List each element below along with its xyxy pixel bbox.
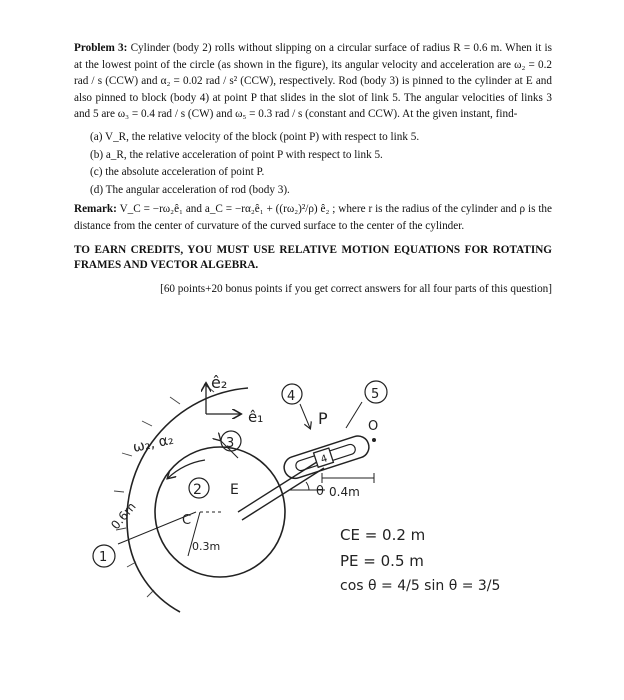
body-3-label: 3 [226,436,235,451]
ce-given: CE = 0.2 m [340,526,426,544]
curved-surface [127,388,248,612]
part-a: (a) V_R, the relative velocity of the block (point P) with respect to link 5. [90,130,420,143]
part-c: (c) the absolute acceleration of point P. [90,166,265,179]
part-d: (d) The angular acceleration of rod (body 3). [90,183,290,196]
body-4-label: 4 [287,389,296,404]
w2-a2-label: ω₂, α₂ [131,431,176,456]
point-P-label: P [318,409,328,428]
problem-heading: Problem 3: [74,42,128,54]
e2-label: ê₂ [211,373,228,392]
point-C-label: C [182,513,192,528]
body-2-label: 2 [193,482,202,498]
body-5-label: 5 [371,387,380,402]
point-O-label: O [368,419,379,434]
part-b: (b) a_R, the relative acceleration of point P with respect to link 5. [90,148,383,161]
theta-arc [306,482,309,490]
problem-body: Cylinder (body 2) rolls without slipping on a circular surface of radius R = 0.6 m. When it is at the lowest point of the circle (as shown in the figure), its angular velocity and acceleration are ω₂ = 0.2 rad / s (CCW) and α₂ = 0.02 rad / s² (CCW), respectively. Rod (body 3) is pinned to the cylinder at E and also pinned to block (body 4) at point P that slides in the slot of link 5. The angular velocities of links 3 and 5 are ω₃ = 0.4 rad / s (CW) and ω₅ = 0.3 rad / s (constant and CCW). At the given instant, find- [74,42,552,121]
rod-3-edge-b [242,468,324,520]
point-E-label: E [230,482,239,498]
radius-small-label: 0.3m [192,540,221,553]
block-4-label: 4 [319,453,330,466]
points-note: [60 points+20 bonus points if you get correct answers for all four parts of this question] [160,282,552,295]
remark-label: Remark: [74,203,117,216]
e1-label: ê₁ [248,408,264,426]
remark-text: V_C = −rω₂ê₁ and a_C = −rα₂ê₁ + ((rω₂)²/ρ) ê₂ ; where r is the radius of the cylinder and ρ is the distance from the center of curvature of the curved surface to the center of the cylinder. [74,203,552,232]
pivot-O-dot [372,438,376,442]
earn-credits-note: TO EARN CREDITS, YOU MUST USE RELATIVE MOTION EQUATIONS FOR ROTATING FRAMES AND VECTOR ALGEBRA. [74,243,552,272]
link-5 [281,433,371,481]
trig-given: cos θ = 4/5 sin θ = 3/5 [340,578,501,594]
radius-big-label: 0.6m [108,499,139,533]
omega2-arc [168,460,205,478]
body4-pointer [300,404,310,428]
dim-0.4-label: 0.4m [329,485,360,499]
body5-pointer [346,402,362,428]
theta-label: θ [316,484,324,499]
body-1-label: 1 [99,550,108,565]
pe-given: PE = 0.5 m [340,552,424,570]
